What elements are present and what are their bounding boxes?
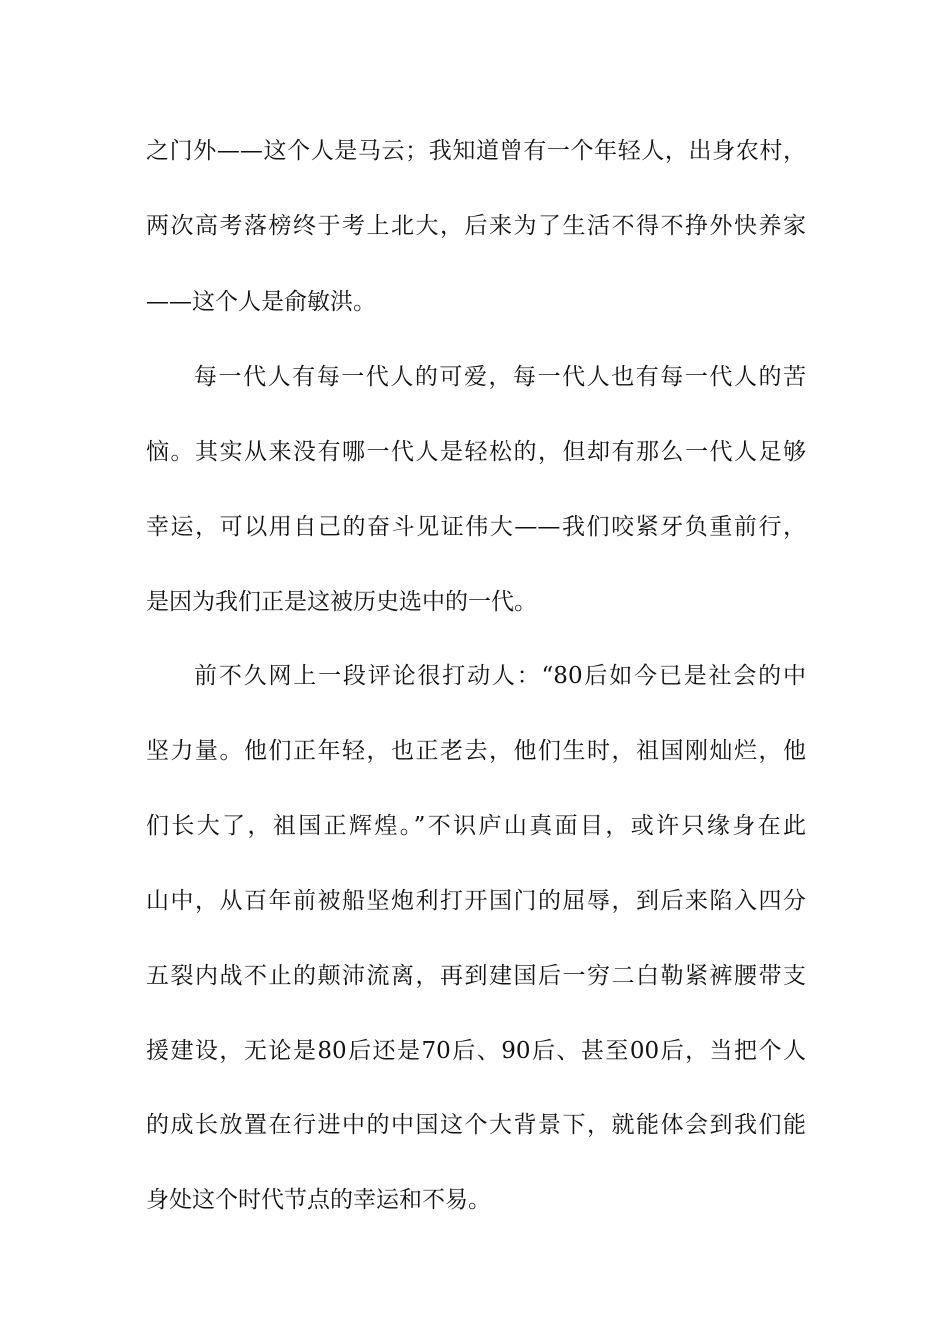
text-line-7: 是因为我们正是这被历史选中的一代。 <box>146 589 537 615</box>
text-line-3: ——这个人是俞敏洪。 <box>146 289 376 315</box>
text-line-15: 身处这个时代节点的幸运和不易。 <box>146 1187 491 1213</box>
text-line-9: 坚力量。他们正年轻，也正老去，他们生时，祖国刚灿烂，他 <box>146 738 806 764</box>
text-line-6: 幸运，可以用自己的奋斗见证伟大——我们咬紧牙负重前行， <box>146 514 806 540</box>
text-line-8: 前不久网上一段评论很打动人：“80后如今已是社会的中 <box>194 663 806 689</box>
text-line-4: 每一代人有每一代人的可爱，每一代人也有每一代人的苦 <box>194 364 806 390</box>
text-line-11: 山中，从百年前被船坚炮利打开国门的屈辱，到后来陷入四分 <box>146 888 806 914</box>
text-line-1: 之门外——这个人是马云；我知道曾有一个年轻人，出身农村， <box>146 138 806 164</box>
text-line-10: 们长大了，祖国正辉煌。”不识庐山真面目，或许只缘身在此 <box>146 813 806 839</box>
text-line-5: 恼。其实从来没有哪一代人是轻松的，但却有那么一代人足够 <box>146 439 806 465</box>
text-line-13: 援建设，无论是80后还是70后、90后、甚至00后，当把个人 <box>146 1038 806 1064</box>
text-line-2: 两次高考落榜终于考上北大，后来为了生活不得不挣外快养家 <box>146 213 806 239</box>
text-line-14: 的成长放置在行进中的中国这个大背景下，就能体会到我们能 <box>146 1112 806 1138</box>
text-line-12: 五裂内战不止的颠沛流离，再到建国后一穷二白勒紧裤腰带支 <box>146 963 806 989</box>
